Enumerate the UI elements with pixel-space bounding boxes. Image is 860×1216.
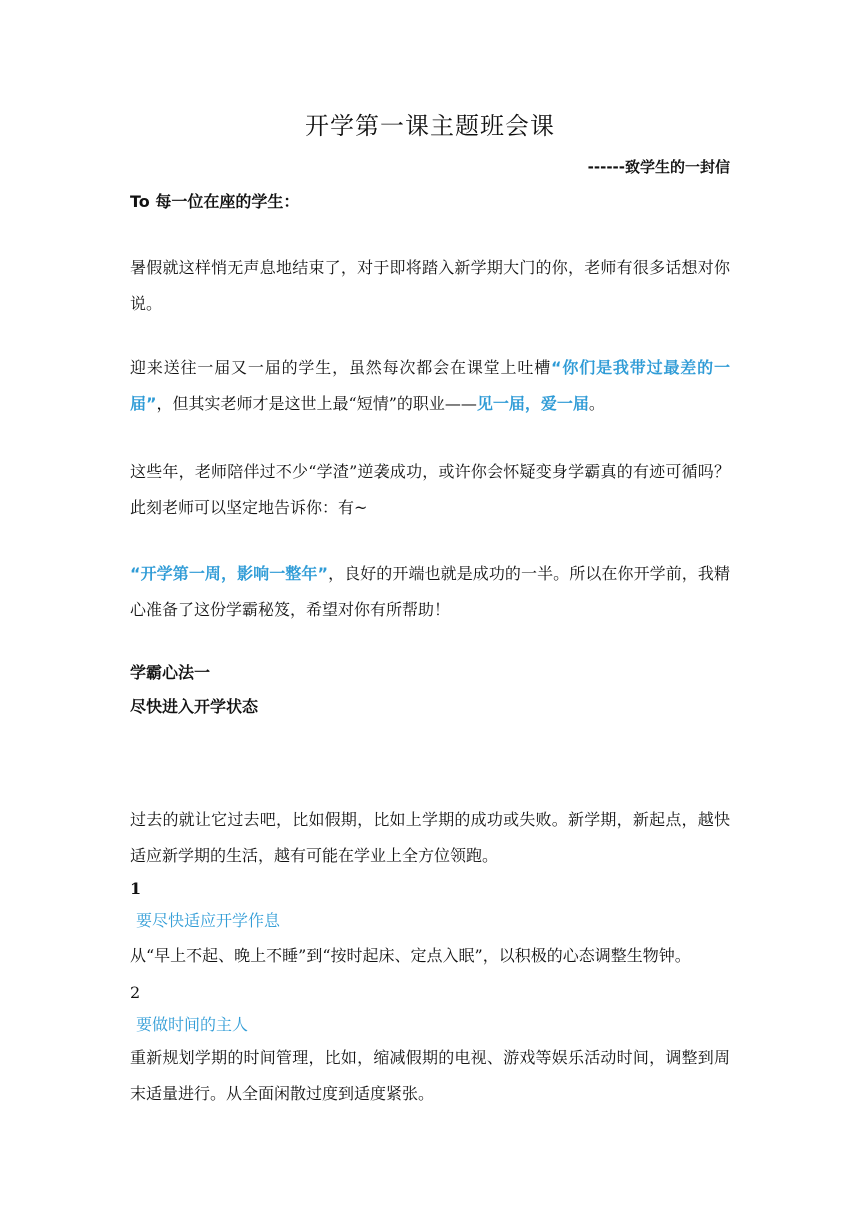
paragraph-1: 暑假就这样悄无声息地结束了，对于即将踏入新学期大门的你，老师有很多话想对你说。 [130, 258, 730, 313]
paragraph-5: 过去的就让它过去吧，比如假期，比如上学期的成功或失败。新学期，新起点，越快适应新学期的生活，越有可能在学业上全方位领跑。 [130, 810, 730, 865]
paragraph-2-quote: “你们是我带过最差的一届” [130, 358, 730, 413]
paragraph-2-text-e: 。 [588, 394, 605, 413]
paragraph-2 [130, 350, 730, 422]
document-title: 开学第一课主题班会课 [305, 112, 555, 140]
paragraph-2-text-a: 迎来送往一届又一届的学生，虽然每次都会在课堂上吐槽 [130, 358, 552, 377]
greeting: To 每一位在座的学生： [130, 192, 300, 211]
item-1-heading: 要尽快适应开学作息 [136, 911, 281, 930]
paragraph-4-quote: “开学第一周，影响一整年” [130, 564, 328, 583]
item-1-number: 1 [130, 879, 142, 898]
section-subtitle: 尽快进入开学状态 [130, 697, 259, 716]
paragraph-3: 这些年，老师陪伴过不少“学渣”逆袭成功，或许你会怀疑变身学霸真的有迹可循吗？此刻老师可以坚定地告诉你：有~ [130, 462, 730, 517]
paragraph-2-text-c: ，但其实老师才是这世上最“短情”的职业—— [156, 394, 477, 413]
document-subtitle: ------致学生的一封信 [587, 158, 730, 176]
paragraph-4 [130, 556, 730, 628]
item-2-number: 2 [130, 983, 141, 1002]
paragraph-4-text: ，良好的开端也就是成功的一半。所以在你开学前，我精心准备了这份学霸秘笈，希望对你有所帮助！ [130, 564, 730, 619]
item-2-heading: 要做时间的主人 [136, 1015, 249, 1034]
item-1-text: 从“早上不起、晚上不睡”到“按时起床、定点入眠”，以积极的心态调整生物钟。 [130, 946, 691, 965]
item-2-text: 重新规划学期的时间管理，比如，缩减假期的电视、游戏等娱乐活动时间，调整到周末适量进行。从全面闲散过度到适度紧张。 [130, 1048, 730, 1103]
paragraph-2-highlight: 见一届，爱一届 [476, 394, 589, 413]
section-title: 学霸心法一 [130, 663, 211, 682]
